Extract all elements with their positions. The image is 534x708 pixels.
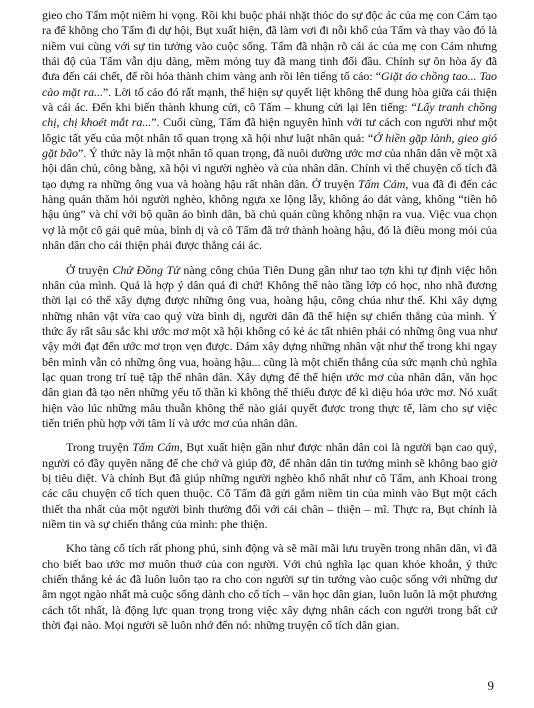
italic-text-segment: Chử Đồng Tử xyxy=(112,262,180,277)
text-segment: Trong truyện xyxy=(66,440,133,455)
text-segment: Kho tàng cổ tích rất phong phú, sinh động và sẽ mãi mãi lưu truyền trong nhân dân, vì đã cho biết bao ước mơ muôn thuở của con người. Với chủ nghĩa lạc quan khỏe khoắn, ý thức chiến thắng kẻ ác đã luôn luôn tạo ra cho con người sự tin tưởng vào cuộc sống với những dư âm ngọt ngào nhất mà cuộc sống dành cho cổ tích – văn học dân gian, luôn luôn là một phương cách tốt nhất, là động lực quan trọng trong việc xây dựng nhân cách con người trong bất cứ thời đại nào. Mọi người sẽ luôn nhớ đến nó: những truyện cổ tích dân gian. xyxy=(42,541,497,633)
text-segment: nàng công chúa Tiên Dung gần như tao tợn khi tự định việc hôn nhân của mình. Quả là hợp ý dân quá đi chứ! Không thể nào tầng lớp có học, nho nhã đương thời lại có thể xây dựng được những ông vua, hoàng hậu, công chúa như thế. Khi xây dựng những nhân vật vừa cao quý vừa bình dị, người dân đã thể hiện sự chiến thắng của mình. Ý thức ấy rất sâu sắc khi ước mơ một xã hội không có kẻ ác tất nhiên phải có những ông vua như vậy mới đạt đến ước mơ trọn vẹn được. Dám xây dựng những nhân vật như thế trong khi ngay bên mình vẫn có những ông vua, hoàng hậu... cũng là một chiến thắng của sức mạnh chủ nghĩa lạc quan trong trí tuệ tập thể nhân dân. Xây dựng để thể hiện ước mơ của nhân dân, văn học dân gian đã tạo nên những yếu tố thần kì không thể thiếu được để kì diệu hóa ước mơ. Nó xuất hiện vào lúc những mâu thuẫn không thể nào giải quyết được trong thực tế, làm cho sự việc tiến triển phù hợp với tâm lí và ước mơ của nhân dân. xyxy=(42,262,497,430)
text-segment: ”. Cuối cùng, Tấm đã hiện nguyên hình với tư cách con người như một lôgic tất yếu của một nhân tố quan trọng xã hội như luật nhân quả: “ xyxy=(42,115,497,145)
paragraph-2 xyxy=(42,263,497,432)
text-segment: gieo cho Tấm một niềm hi vọng. Rồi khi buộc phải nhặt thóc do sự độc ác của mẹ con Cám tạo ra để không cho Tấm đi dự hội, Bụt xuất hiện, đã làm vơi đi nỗi khổ của Tấm và thay vào đó là niềm vui cùng với sự tin tưởng vào cuộc sống. Tấm đã nhận rõ cái ác của mẹ con Cám nhưng thái độ của Tấm vẫn dịu dàng, mềm mỏng tuy đã mang tinh đối đầu. Chính sự ôn hòa ấy đã đưa đến cái chết, để rồi hóa thành chim vàng anh rồi lên tiếng tố cáo: “ xyxy=(42,8,497,84)
text-segment: Ở truyện xyxy=(66,262,113,277)
paragraph-4 xyxy=(42,541,497,633)
paragraph-3 xyxy=(42,440,497,532)
page-number: 9 xyxy=(487,678,494,693)
italic-text-segment: Giặt áo chồng tao... Tao cào mặt ra... xyxy=(42,69,498,99)
text-segment: ”. Lời tố cáo đó rất mạnh, thể hiện sự quyết liệt không thể dung hòa giữa cái thiện và cái ác. Đến khi biến thành khung cửi, cô Tấm – khung cửi lại lên tiếng: “ xyxy=(42,84,497,115)
italic-text-segment: Lấy tranh chồng chị, chị khoét mắt ra... xyxy=(42,100,497,130)
italic-text-segment: Tấm Cám xyxy=(358,176,406,191)
text-segment: , Bụt xuất hiện gần như được nhân dân coi là người bạn cao quý, người có đầy quyền năng để che chở và giúp đỡ, để nhân dân tin tưởng mình sẽ không bao giờ bị tiêu diệt. Và chính Bụt đã giúp những người nghèo khổ nhất như cô Tấm, anh Khoai trong các câu chuyện cổ tích quen thuộc. Cô Tấm đã gửi gắm niềm tin của mình vào Bụt một cách thiết tha nhất của một người bình thường đối với cái chân – thiện – mĩ. Thực ra, Bụt chính là niềm tin và sự chiến thắng của mình: phe thiện. xyxy=(42,440,497,531)
italic-text-segment: Ở hiền gặp lành, gieo gió gặt bão xyxy=(42,130,497,161)
text-segment: ”. Ý thức này là một nhân tố quan trọng, đã nuôi dưỡng ước mơ của nhân dân về một xã hội dân chủ, công bằng, xã hội vì người nghèo và của nhân dân. Chính vì thế chuyện cổ tích đã tạo dựng ra những ông vua và hoàng hậu rất nhân dân. Ở truyện xyxy=(42,146,498,191)
body-text xyxy=(42,8,497,633)
italic-text-segment: Tấm Cám xyxy=(132,440,180,455)
paragraph-1 xyxy=(42,8,497,254)
text-segment: , vua đã đi đến các hàng quán thăm hỏi người nghèo, không ngựa xe lộng lẫy, không áo dát vàng, không “tiền hô hậu ủng” và chỉ với bộ quần áo bình dân, bà chủ quán cũng không nhận ra vua. Việc vua chọn vợ là một cô gái quê mùa, bình dị và cô Tấm đã trở thành hoàng hậu, đó là điều mong mỏi của nhân dân cho cái thiện phải được thắng cái ác. xyxy=(42,176,498,253)
